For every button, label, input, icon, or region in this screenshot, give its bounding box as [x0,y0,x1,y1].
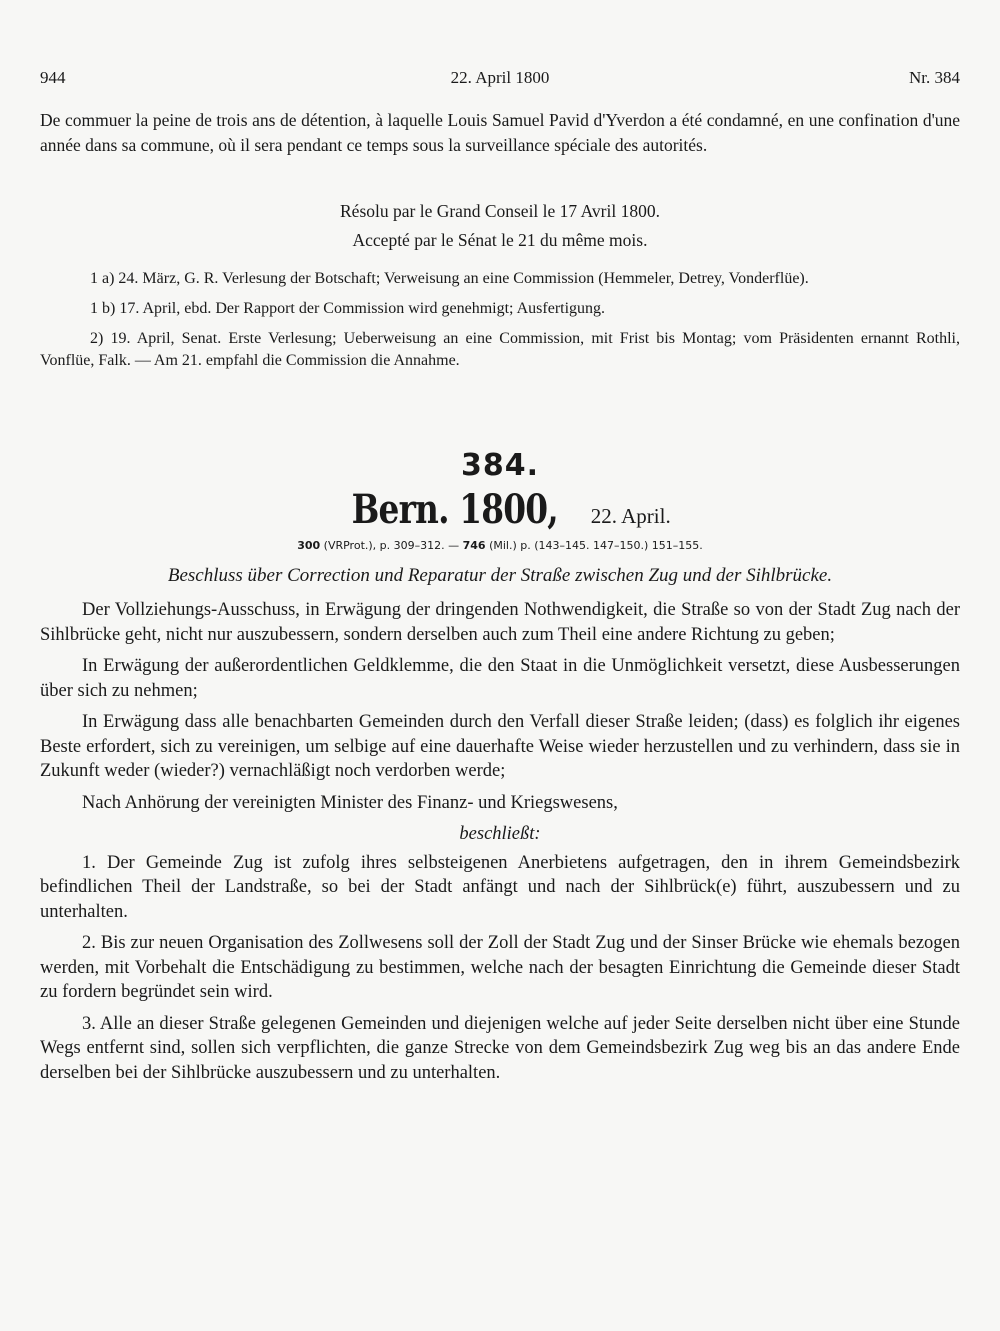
ref-volume-a: 300 [297,539,321,552]
french-paragraph: De commuer la peine de trois ans de détention, à laquelle Louis Samuel Pavid d'Yverdon a été condamné, en une confination d'une année dans sa commune, où il sera pendant ce temps sous la surveillance spéciale des autorités. [40,110,960,155]
article-3: 3. Alle an dieser Straße gelegenen Gemeinden und diejenigen welche auf jeder Seite derselben nicht über eine Stunde Wegs entfernt sind, sollen sich verpflichten, die ganze Strecke von dem Gemeindsbezirk Zug weg bis an das andere Ende derselben bei der Sihlbrücke auszubessern und zu unterhalten. [40,1013,960,1083]
note-1a: 1 a) 24. März, G. R. Verlesung der Botschaft; Verweisung an eine Commission (Hemmeler, Detrey, Vonderflüe). [90,270,809,287]
note-1b: 1 b) 17. April, ebd. Der Rapport der Commission wird genehmigt; Ausfertigung. [90,300,606,317]
document-page [40,0,960,1331]
place-date: 22. April. [590,504,671,528]
resolution-lines [40,197,960,255]
resolu-line: Résolu par le Grand Conseil le 17 Avril 1800. [340,201,660,221]
considerand-2: In Erwägung der außerordentlichen Geldklemme, die den Staat in die Unmöglichkeit versetzt, diese Ausbesserungen über sich zu nehmen; [40,656,960,701]
considerand-4: Nach Anhörung der vereinigten Minister des Finanz- und Kriegswesens, [82,792,618,813]
article-2: 2. Bis zur neuen Organisation des Zollwesens soll der Zoll der Stadt Zug und der Sinser Brücke wie ehemals bezogen werden, mit Vorbehalt die Entschädigung zu bestimmen, welche nach der besagten Einrichtung die Gemeinde dieser Stadt zu fordern begründet sein wird. [40,933,960,1002]
note-2: 2) 19. April, Senat. Erste Verlesung; Ueberweisung an eine Commission, mit Frist bis Montag; vom Präsidenten ernannt Rothli, Vonflüe, Falk. — Am 21. empfahl die Commission die Annahme. [40,330,960,369]
page-number: 944 [40,68,66,87]
article-1: 1. Der Gemeinde Zug ist zufolg ihres selbsteigenen Anerbietens aufgetragen, den in ihrem Gemeindsbezirk befindlichen Theil der Landstraße, so bei der Stadt anfängt und nach der Sihlbrück(e) führt, auszubessern und zu unterhalten. [40,852,960,922]
ref-volume-b: 746 [462,539,486,552]
beschliesst-heading: beschließt: [459,824,541,844]
place-city: Bern. 1800, [351,486,559,533]
decree-body [40,598,960,1092]
ref-pages-a: (VRProt.), p. 309–312. — [320,539,463,552]
header-act-number: Nr. 384 [909,68,960,87]
considerand-3: In Erwägung dass alle benachbarten Gemeinden durch den Verfall dieser Straße leiden; (dass) es folglich ihr eigenes Beste erfordert, sich zu vereinigen, um selbige auf eine dauerhafte Weise wieder herzustellen und zu verhindern, dass sie in Zukunft weder (wieder?) vernachläßigt noch verdorben werde; [40,712,960,781]
page-header [40,68,960,92]
act-number: 384. [460,448,540,483]
ref-pages-b: (Mil.) p. (143–145. 147–150.) 151–155. [485,539,703,552]
header-date: 22. April 1800 [450,68,550,87]
procedural-notes [40,268,960,380]
decree-subject: Beschluss über Correction und Reparatur der Straße zwischen Zug und der Sihlbrücke. [167,565,833,586]
archive-references [40,539,960,552]
accepte-line: Accepté par le Sénat le 21 du même mois. [352,230,648,250]
french-decree-text [40,108,960,158]
considerand-1: Der Vollziehungs-Ausschuss, in Erwägung der dringenden Nothwendigkeit, die Straße so von der Stadt Zug nach der Sihlbrücke geht, nicht nur auszubessern, sondern derselben auch zum Theil eine andere Richtung zu geben; [40,600,960,645]
place-date-heading [40,486,960,540]
